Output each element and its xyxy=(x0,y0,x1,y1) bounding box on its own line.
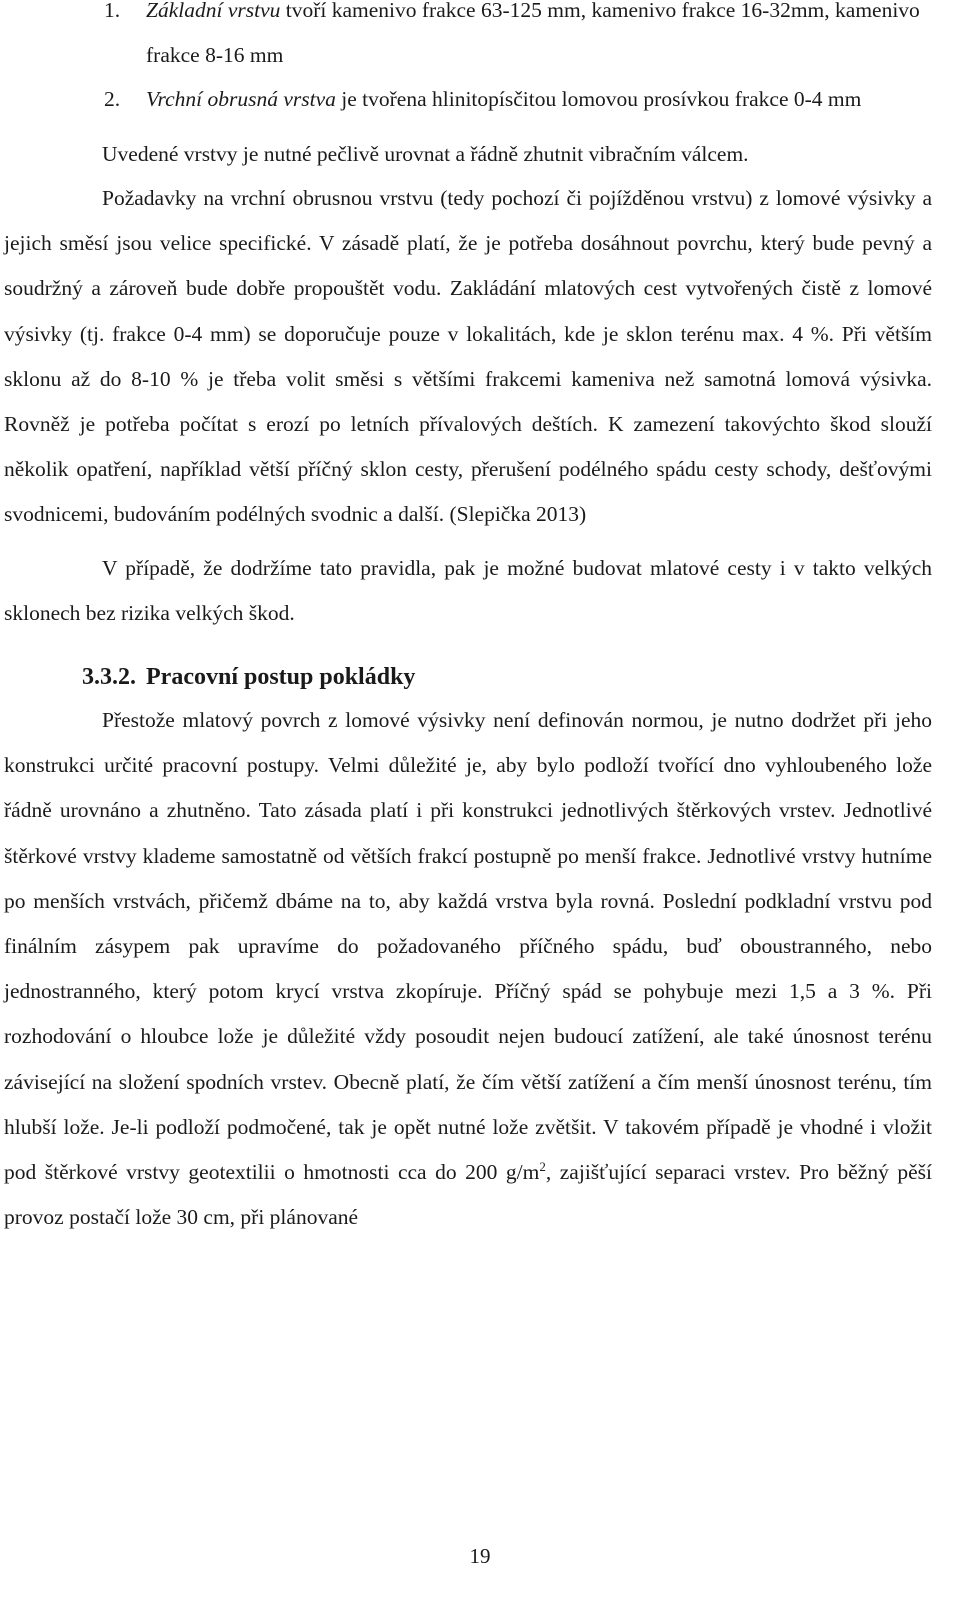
document-page xyxy=(4,0,932,1240)
section-heading xyxy=(4,662,932,692)
section-number: 3.3.2. xyxy=(82,664,136,691)
paragraph-procedure-text: Přestože mlatový povrch z lomové výsivky není definován normou, je nutno dodržet při jeho konstrukci určité pracovní postupy. Velmi důležité je, aby bylo podloží tvořící dno vyhloubeného lože řádně urovnáno a zhutněno. Tato zásada platí i při konstrukci jednotlivých štěrkových vrstev. Jednotlivé štěrkové vrstvy klademe samostatně od větších frakcí postupně po menší frakce. Jednotlivé vrstvy hutníme po menších vrstvách, přičemž dbáme na to, aby každá vrstva byla rovná. Poslední podkladní vrstvu pod finálním zásypem pak upravíme do požadovaného příčného spádu, buď oboustranného, nebo jednostranného, který potom krycí vrstva zkopíruje. Příčný spád se pohybuje mezi 1,5 a 3 %. Při rozhodování o hloubce lože je důležité vždy posoudit nejen budoucí zatížení, ale také únosnost terénu závisející na složení spodních vrstev. Obecně platí, že čím větší zatížení a čím menší únosnost terénu, tím hlubší lože. Je-li podloží podmočené, tak je opět nutné lože zvětšit. V takovém případě je vhodné i vložit pod štěrkové vrstvy geotextilii o hmotnosti cca do 200 g/m xyxy=(4,708,932,1185)
list-item-text: tvoří kamenivo frakce 63-125 mm, kamenivo frakce 16-32mm, kamenivo frakce 8-16 mm xyxy=(146,0,920,67)
compaction-note: Uvedené vrstvy je nutné pečlivě urovnat a řádně zhutnit vibračním válcem. xyxy=(102,141,749,166)
paragraph-requirements: Požadavky na vrchní obrusnou vrstvu (tedy pochozí či pojížděnou vrstvu) z lomové výsivky a jejich směsí jsou velice specifické. V zásadě platí, že je potřeba dosáhnout povrchu, který bude pevný a soudržný a zároveň bude dobře propouštět vodu. Zakládání mlatových cest vytvořených čistě z lomové výsivky (tj. frakce 0-4 mm) se doporučuje pouze v lokalitách, kde je sklon terénu max. 4 %. Při větším sklonu až do 8-10 % je třeba volit směsi s většími frakcemi kameniva než samotná lomová výsivka. Rovněž je potřeba počítat s erozí po letních přívalových deštích. K zamezení takovýchto škod slouží několik opatření, například větší příčný sklon cesty, přerušení podélného spádu cesty schody, dešťovými svodnicemi, budováním podélných svodnic a další. (Slepička 2013) xyxy=(4,186,932,527)
paragraph-procedure xyxy=(4,698,932,1240)
paragraph-conclusion: V případě, že dodržíme tato pravidla, pak je možné budovat mlatové cesty i v takto velkých sklonech bez rizika velkých škod. xyxy=(4,555,932,625)
section-title: Pracovní postup pokládky xyxy=(146,664,416,691)
layer-list xyxy=(4,0,932,122)
list-item-text: je tvořena hlinitopísčitou lomovou prosívkou frakce 0-4 mm xyxy=(335,87,862,111)
superscript-exponent: 2 xyxy=(539,1158,546,1174)
list-item-top-layer xyxy=(4,77,932,122)
list-item-base-layer xyxy=(4,0,932,77)
page-number: 19 xyxy=(469,1544,491,1568)
list-item-term: Vrchní obrusná vrstva xyxy=(146,87,336,111)
paragraph-procedure-continuation: , zajišťující separaci vrstev. Pro běžný pěší provoz postačí lože 30 cm, při plánované xyxy=(4,1160,932,1230)
list-number: 2. xyxy=(104,87,121,111)
list-number: 1. xyxy=(104,0,121,22)
list-item-term: Základní vrstvu xyxy=(146,0,281,22)
